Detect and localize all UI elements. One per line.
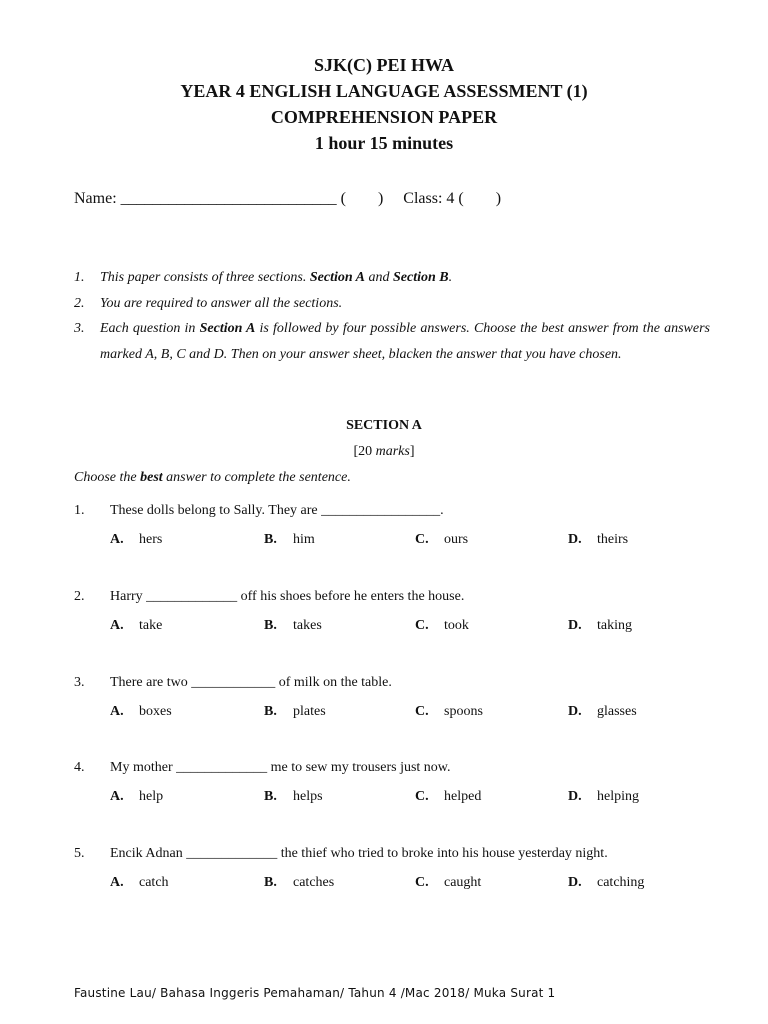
instruction-item — [74, 316, 710, 367]
instruction-item — [74, 291, 710, 317]
option-c[interactable]: C. took — [415, 618, 469, 633]
question-number: 4. — [74, 760, 85, 775]
option-c[interactable]: C. helped — [415, 789, 482, 804]
option-c[interactable]: C. ours — [415, 532, 469, 547]
option-a[interactable]: A. hers — [110, 532, 163, 547]
option-c[interactable]: C. spoons — [415, 704, 483, 719]
question-number: 2. — [74, 589, 85, 604]
paper-title: COMPREHENSION PAPER — [270, 107, 498, 127]
section-marks — [0, 444, 768, 460]
marks-prefix: [20 — [353, 444, 376, 459]
instruction-item — [74, 265, 710, 291]
question — [74, 675, 714, 724]
page-footer: Faustine Lau/ Bahasa Inggeris Pemahaman/ Tahun 4 /Mac 2018/ Muka Surat 1 — [74, 986, 556, 1000]
option-c[interactable]: C. caught — [415, 875, 482, 890]
question-number: 3. — [74, 675, 85, 690]
option-b[interactable]: B. him — [264, 532, 315, 547]
option-a[interactable]: A. take — [110, 618, 163, 633]
duration: 1 hour 15 minutes — [314, 133, 454, 153]
instruction-number: 2. — [74, 295, 85, 311]
question-text: These dolls belong to Sally. They are _________________. — [110, 503, 444, 518]
marks-word: marks — [375, 444, 410, 459]
instructions-list — [74, 265, 710, 367]
question-number: 5. — [74, 846, 85, 861]
question-number: 1. — [74, 503, 85, 518]
question — [74, 503, 714, 552]
option-b[interactable]: B. helps — [264, 789, 323, 804]
question-text: Encik Adnan _____________ the thief who tried to broke into his house yesterday night. — [110, 846, 608, 861]
question-text: There are two ____________ of milk on the table. — [110, 675, 392, 690]
question — [74, 846, 714, 895]
question — [74, 760, 714, 809]
option-b[interactable]: B. plates — [264, 704, 326, 719]
instruction-number: 3. — [74, 321, 85, 336]
school-name: SJK(C) PEI HWA — [313, 55, 454, 75]
option-b[interactable]: B. catches — [264, 875, 335, 890]
student-info-line: Name: ___________________________ ( ) Class: 4 ( ) — [74, 190, 502, 207]
option-a[interactable]: A. catch — [110, 875, 169, 890]
question — [74, 589, 714, 638]
instruction-text: This paper consists of three sections. Section A and Section B. — [100, 270, 453, 285]
section-directive: Choose the best answer to complete the sentence. — [74, 470, 351, 485]
option-a[interactable]: A. help — [110, 789, 164, 804]
question-text: My mother _____________ me to sew my trousers just now. — [110, 760, 451, 775]
option-d[interactable]: D. theirs — [568, 532, 629, 547]
option-b[interactable]: B. takes — [264, 618, 322, 633]
option-d[interactable]: D. catching — [568, 875, 645, 890]
instruction-text: You are required to answer all the sections. — [100, 295, 343, 311]
assessment-title: YEAR 4 ENGLISH LANGUAGE ASSESSMENT (1) — [180, 81, 588, 101]
section-title: SECTION A — [346, 418, 422, 433]
option-a[interactable]: A. boxes — [110, 704, 172, 719]
instruction-number: 1. — [74, 270, 85, 285]
option-d[interactable]: D. helping — [568, 789, 639, 804]
question-text: Harry _____________ off his shoes before he enters the house. — [110, 589, 465, 604]
marks-suffix: ] — [409, 444, 415, 459]
instruction-text: Each question in Section A is followed by four possible answers. Choose the best answer from the answers marked A, B, C and D. Then on your answer sheet, blacken the answer that you have chosen. — [100, 321, 710, 362]
exam-header — [0, 52, 768, 156]
option-d[interactable]: D. taking — [568, 618, 632, 633]
option-d[interactable]: D. glasses — [568, 704, 637, 719]
